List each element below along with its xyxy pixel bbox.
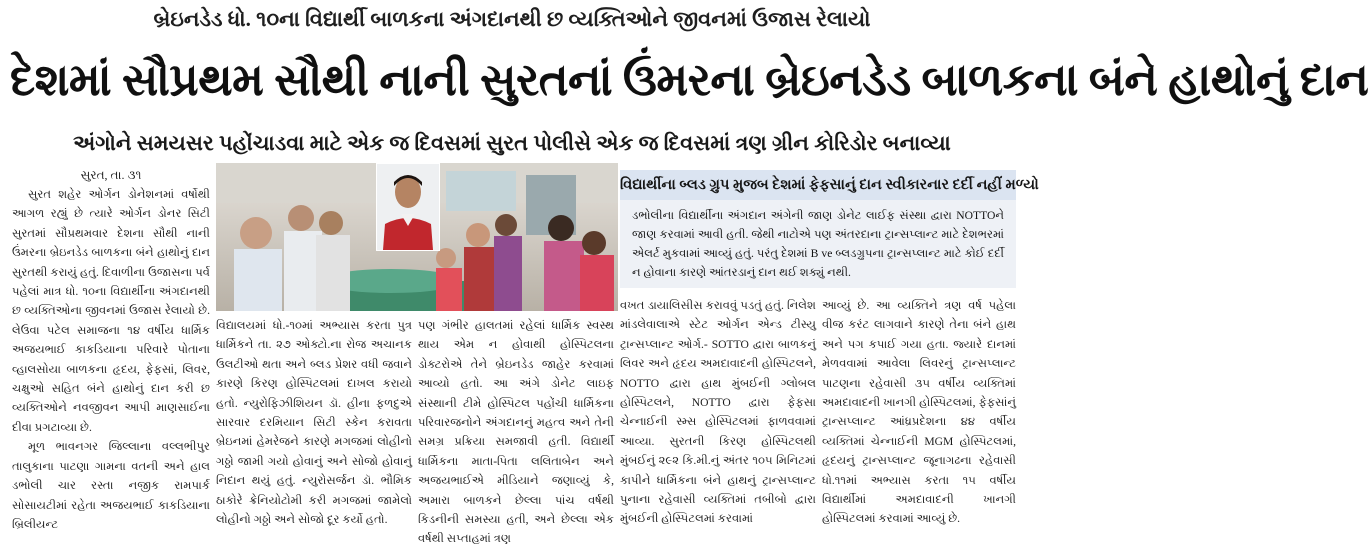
student-portrait-graphic <box>377 164 439 250</box>
column-5-paragraph: આવ્યું છે. આ વ્યક્તિને ત્રણ વર્ષ પહેલા વીજ કરંટ લાગવાને કારણે તેના બંને હાથ અને પગ કપાઈ ગયા હતા. જ્યારે દાનમાં મેળવવામાં આવેલા લિવરનું ટ્રાન્સપ્લાન્ટ પાટણના રહેવાસી ૩૫ વર્ષીય વ્યક્તિમાં અમદાવાદની ખાનગી હોસ્પિટલમાં, ફેફસાંનું ટ્રાન્સપ્લાન્ટ આંધ્રપ્રદેશના ૪૪ વર્ષીય વ્યક્તિમાં ચેન્નાઈની MGM હોસ્પિટલમાં, હૃદયનું ટ્રાન્સપ્લાન્ટ જૂનાગઢના રહેવાસી ધો.૧૧માં અભ્યાસ કરતા ૧૫ વર્ષીય વિદ્યાર્થીમાં અમદાવાદની ખાનગી હોસ્પિટલમાં કરવામાં આવ્યું છે. <box>822 299 1016 526</box>
dateline: સુરત, તા. ૩૧ <box>80 168 142 182</box>
article-column-2 <box>216 316 412 527</box>
box-title: વિદ્યાર્થીના બ્લડ ગ્રુપ મુજબ દેશમાં ફેફસાનું દાન સ્વીકારનાર દર્દી નહીં મળ્યો <box>620 170 1016 200</box>
hospital-photo <box>216 163 618 311</box>
kicker-headline: બ્રેઇનડેડ ધો. ૧૦ના વિદ્યાર્થી બાળકના અંગદાનથી છ વ્યક્તિઓને જીવનમાં ઉજાસ રેલાયો <box>153 7 871 31</box>
column-3-paragraph: પણ ગંભીર હાલતમાં રહેલાં ધાર્મિક સ્વસ્થ થાય એમ ન હોવાથી હોસ્પિટલના ડોક્ટરોએ તેને બ્રેઇનડેડ જાહેર કરવામાં આવ્યો હતો. આ અંગે ડોનેટ લાઇફ સંસ્થાની ટીમે હોસ્પિટલ પહોંચી ધાર્મિકના પરિવારજનોને અંગદાનનું મહત્વ અને તેની સમગ્ર પ્રક્રિયા સમજાવી હતી. વિદ્યાર્થી ધાર્મિકના માતા-પિતા લલિતાબેન અને અજયભાઈએ મીડિયાને જણાવ્યું કે, અમારા બાળકને છેલ્લા પાંચ વર્ષથી કિડનીની સમસ્યા હતી, અને છેલ્લા એક વર્ષથી સપ્તાહમાં ત્રણ <box>418 319 614 546</box>
main-headline: દેશમાં સૌપ્રથમ સૌથી નાની સુરતનાં ઉંમરના બ્રેઇનડેડ બાળકના બંને હાથોનું દાન <box>10 55 1368 105</box>
student-portrait <box>376 163 440 251</box>
box-body-text: ડભોલીના વિદ્યાર્થીના અંગદાન અંગેની જાણ ડોનેટ લાઈફ સંસ્થા દ્વારા NOTTOને જાણ કરવામાં આવી હતી. જેથી નાટોએ પણ અંતરદાના ટ્રાન્સપ્લાન્ટ માટે દેશભરમાં એલર્ટ મુકવામાં આવ્યું હતું. પરંતુ દેશમાં B ve બ્લડગ્રુપના ટ્રાન્સપ્લાન્ટ માટે કોઈ દર્દી ન હોવાના કારણે આંતરડાનું દાન થઈ શક્યું નથી. <box>632 209 1004 279</box>
column-2-paragraph: વિદ્યાલયમાં ધો.-૧૦માં અભ્યાસ કરતા પુત્ર ધાર્મિકને તા. ૨૭ ઓક્ટો.ના રોજ અચાનક ઉલટીઓ થતા અને બ્લડ પ્રેશર વધી જવાને કારણે કિરણ હોસ્પિટલમાં દાખલ કરાયો હતો. ન્યુરોફિઝીશિયન ડૉ. હીના ફળદુએ સારવાર દરમિયાન સિટી સ્કેન કરાવતા બ્રેઇનમાં હેમરેજને કારણે મગજમાં લોહીનો ગઠ્ઠો જામી ગયો હોવાનું અને સોજો હોવાનું નિદાન થયું હતું. ન્યુરોસર્જન ડૉ. ભૌમિક ઠાકોરે ક્રેનિયોટોમી કરી મગજમાં જામેલો લોહીનો ગઠ્ઠો અને સોજો દૂર કર્યો હતો. <box>216 319 412 527</box>
article-column-1 <box>12 166 210 531</box>
sub-headline: અંગોને સમયસર પહોંચાડવા માટે એક જ દિવસમાં સુરત પોલીસે એક જ દિવસમાં ત્રણ ગ્રીન કોરિડોર બનાવ્યા <box>73 131 951 155</box>
article-column-5 <box>822 296 1016 526</box>
article-column-4 <box>620 296 816 526</box>
column-1-paragraph-1: સુરત શહેર ઓર્ગન ડોનેશનમાં વર્ષોથી આગળ રહ્યું છે ત્યારે ઓર્ગન ડોનર સિટી સુરતમાં સૌપ્રથમવાર દેશના સૌથી નાની ઉંમરના બ્રેઇનડેડ બાળકના બંને હાથોનું દાન સુરતથી કરાયું હતું. દિવાળીના ઉજાસના પર્વ પહેલાં માત્ર ધો. ૧૦ના વિદ્યાર્થીના અંગદાનથી છ વ્યક્તિઓના જીવનમાં ઉજાસ રેલાયો છે. લેઉવા પટેલ સમાજના ૧૪ વર્ષીય ધાર્મિક અજયભાઈ કાકડિયાના પરિવારે પોતાના વ્હાલસોયા બાળકના હૃદય, ફેફસાં, લિવર, ચક્ષુઓ સહિત બંને હાથોનું દાન કરી છ વ્યક્તિઓને નવજીવન આપી માણસાઈના દીવા પ્રગટાવ્યા છે. <box>12 188 210 434</box>
column-4-paragraph: વખત ડાયાલિસીસ કરાવવું પડતું હતું. નિલેશ માંડલેવાલાએ સ્ટેટ ઓર્ગન એન્ડ ટીસ્યુ ટ્રાન્સપ્લાન્ટ ઓર્ગ.- SOTTO દ્વારા બાળકનું લિવર અને હૃદય અમદાવાદની હોસ્પિટલને, NOTTO દ્વારા હાથ મુંબઈની ગ્લોબલ હોસ્પિટલને, NOTTO દ્વારા ફેફસા ચેન્નાઈની સ્મ્સ હોસ્પિટલમાં ફાળવવામાં આવ્યા. સુરતની કિરણ હોસ્પિટલથી મુંબઈનું ૨૯૨ કિ.મી.નું અંતર ૧૦૫ મિનિટમાં કાપીને ધાર્મિકના બંને હાથનું ટ્રાન્સપ્લાન્ટ પુનાના રહેવાસી વ્યક્તિમાં તબીબો દ્વારા મુંબઈની હોસ્પિટલમાં કરવામાં <box>620 299 816 526</box>
article-column-3 <box>418 316 614 546</box>
column-1-paragraph-2: મૂળ ભાવનગર જિલ્લાના વલ્લભીપુર તાલુકાના પાટણા ગામના વતની અને હાલ ડભોલી ચાર રસ્તા નજીક રામપાર્ક સોસાયટીમાં રહેતા અજયભાઈ કાકડિયાના બ્રિલીયન્ટ <box>12 440 210 531</box>
box-body <box>620 200 1016 288</box>
